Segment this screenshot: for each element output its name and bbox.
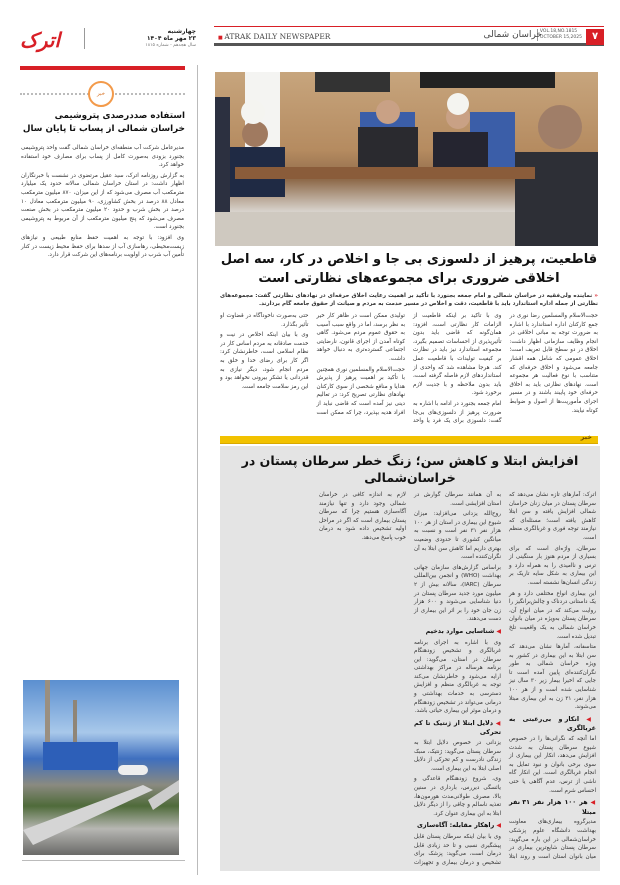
atrak-logo: اترک <box>20 28 61 52</box>
plant-illustration <box>23 680 179 855</box>
divider <box>22 860 185 861</box>
paragraph: وی افزود: با توجه به اهمیت حفظ منابع طبیعی و نیازهای زیست‌محیطی، رهاسازی آب از سدها برای حفظ محیط زیست در کنار تأمین آب شرب در اولویت برنامه‌های این شرکت قرار دارد. <box>21 234 184 259</box>
main-article <box>220 250 598 432</box>
news-tag-badge: خبر <box>88 81 114 107</box>
volume-info <box>537 29 582 41</box>
paragraph: سرطان، واژه‌ای است که برای بسیاری از مردم هنوز بار سنگینی از ترس و ناامیدی را به همراه دارد و این بیماری به شکل سایه تاریک بر زندگی انسان‌ها نشسته است. <box>509 545 596 586</box>
subheading: ◀ دلایل ابتلا از ژنتیک تا کم تحرکی <box>414 719 501 737</box>
red-divider <box>20 66 185 70</box>
news-tag: خبر <box>580 433 592 441</box>
main-article-body <box>220 312 598 432</box>
paragraph: متاسفانه، آمارها نشان می‌دهد که سن ابتلا به این بیماری در کشور به ویژه خراسان شمالی به طور نگران‌کننده‌ای پایین آمده است تا جایی که اخیرا بیمار زیر ۳۰ سال نیز شناسایی شده است و از هر ۱۰۰ هزار نفر، ۳۱ زن به این بیماری مبتلا می‌شوند. <box>509 644 596 711</box>
paragraph: حجت‌الاسلام والمسلمین رضا نوری در جمع کارکنان اداره استاندارد با اشاره به ضرورت توجه به مبانی اخلاقی در انجام وظایف سازمانی اظهار داشت: اخلاق در دو سطح قابل تعریف است؛ اخلاق عمومی که شامل همه اقشار جامعه می‌شود و اخلاق حرفه‌ای که متناسب با نوع فعالیت هر مجموعه است. نهادهای نظارتی باید به اخلاق حرفه‌ای خود پایبند باشند و در مسیر اجرای مأموریت‌ها از اصول و ضوابط کوتاه نیایند. <box>509 313 598 414</box>
paragraph: حجت‌الاسلام والمسلمین نوری همچنین با تأکید بر اهمیت پرهیز از پذیرش هدایا و منافع شخصی از سوی کارکنان نهادهای نظارتی تصریح کرد: در تعالیم دینی نیز آمده است که قاضی نباید از افراد هدیه بپذیرد، چرا که ممکن است حتی به‌صورت ناخودآگاه در قضاوت او تأثیر بگذارد. <box>220 313 405 416</box>
paragraph: اترک: آمارهای تازه نشان می‌دهد که سرطان پستان در میان زنان خراسان شمالی افزایش یافته و سن ابتلا کاهش یافته است؛ مسئله‌ای که نیازمند توجه فوری و غربالگری منظم است. <box>509 492 596 541</box>
subheading: ◀ انکار و بی‌رغبتی به غربالگری <box>509 715 596 733</box>
subheading: ◀ هر ۱۰۰ هزار نفر ۳۱ نفر مبتلا <box>509 798 596 816</box>
paragraph: اما آنچه که نگرانی‌ها را در خصوص شیوع سرطان پستان به شدت افزایش می‌دهد، انکار این بیماری از سوی برخی بانوان و نبود تمایل به انجام غربالگری است. این انکار گاه ناشی از ترس، عدم آگاهی یا حتی احساس شرم است. <box>509 736 596 794</box>
paragraph: روح‌الله یزدانی می‌افزاید: میزان شیوع این بیماری در استان از هر ۱۰۰ هزار نفر ۳۱ نفر است و نسبت به میانگین کشوری تا حدودی وضعیت بهتری داریم اما کاهش سن ابتلا به آن نگران‌کننده است. <box>414 511 501 561</box>
paragraph: مدیرعامل شرکت آب منطقه‌ای خراسان شمالی گفت واحد پتروشیمی بجنورد بزودی به‌صورت کامل از پساب برای مصارف خود استفاده خواهد کرد. <box>21 145 184 169</box>
main-lead: « نماینده ولی‌فقیه در خراسان شمالی و امام جمعه بجنورد با تأکید بر اهمیت رعایت اخلاق حرفه‌ای در نهادهای نظارتی گفت: مجموعه‌های نظارتی از جمله اداره استاندارد باید با قاطعیت، دقت و اخلاص در مسیر خدمت به مردم و صیانت از حقوق جامعه گام بردارند. <box>220 292 598 308</box>
issue-number: سال هجدهم - شماره ۱۸۱۵ <box>145 43 196 48</box>
left-article-title <box>20 110 185 136</box>
paragraph: براساس گزارش‌های سازمان جهانی بهداشت (WHO) و انجمن بین‌المللی سرطان (IARC)، سالانه بیش از ۲ میلیون مورد جدید سرطان پستان در دنیا شناسایی می‌شوند و ۶۰۰ هزار زن جان خود را بر اثر این بیماری از دست می‌دهند. <box>414 564 502 623</box>
volume-number: VOL.18,NO.1815 <box>539 29 578 34</box>
subheading: ◀ شناسایی موارد بدخیم <box>414 627 501 637</box>
page-number: ۷ <box>586 29 604 45</box>
paragraph: وی با تأکید بر اینکه قاطعیت از الزامات کار نظارتی است، افزود: همان‌گونه که قاضی باید بدون تأثیرپذیری از احساسات تصمیم بگیرد، مجموعه استاندارد نیز باید در نظارت بر کیفیت تولیدات با قاطعیت عمل کند. هرجا مشاهده شد که واحدی از استانداردهای لازم فاصله گرفته است، باید بدون ملاحظه و با جدیت لازم برخورد شود. <box>413 313 502 397</box>
meeting-scene <box>215 72 598 246</box>
english-date: OCTOBER 15,2025 <box>539 35 582 40</box>
main-headline: قاطعیت، پرهیز از دلسوزی بی جا و اخلاص در کار، سه اصل اخلاقی ضروری برای مجموعه‌های نظارتی است <box>220 252 598 286</box>
paragraph: به گزارش روزنامه اترک، سید عقیل مرتضوی در نشست با خبرنگاران اظهار داشت: در استان خراسان شمالی سالانه حدود یک میلیارد مترمکعب آب مصرف می‌شود که از این میزان، ۸۷۰ میلیون مترمکعب معادل ۸۸ درصد در بخش کشاورزی، ۹۰ میلیون مترمکعب معادل ۱۰ درصد در بخش شرب و حدود ۲۰ میلیون مترمکعب در بخش صنعت مصرف می‌شود که پنج میلیون مترمکعب از آن مربوط به پتروشیمی بجنورد است. <box>21 172 185 231</box>
cancer-headline: افزایش ابتلا و کاهش سن؛ زنگ خطر سرطان پستان در خراسان‌شمالی <box>241 453 579 485</box>
left-article <box>20 110 185 676</box>
paragraph: مدیرگروه بیماری‌های معاونت بهداشت دانشگاه علوم پزشکی خراسان‌شمالی در این باره می‌گوید: سرطان پستان شایع‌ترین بیماری در میان بانوان استان است و روند ابتلا به آن همانند سرطان گوارش در استان افزایشی است. <box>414 492 596 860</box>
title-line: استفاده صددرصدی پتروشیمی <box>54 111 185 121</box>
cancer-article-body <box>224 491 596 868</box>
meeting-photo <box>215 72 598 246</box>
title-line: خراسان شمالی از پساب تا پایان سال <box>22 124 185 134</box>
paper-name-english: ■ ATRAK DAILY NEWSPAPER <box>218 32 330 41</box>
paragraph: وی با بیان اینکه سرطان پستان قابل پیشگیری نسبی و تا حد زیادی قابل درمان است، می‌گوید: پزشک برای تشخیص و درمان بیماری و تجهیزات لازم به اندازه کافی در خراسان شمالی وجود دارد و تنها نیازمند آگاه‌سازی هستیم چرا که سرطان پستان بیماری است که اگر در مراحل اولیه تشخیص داده شود به درمان خوب پاسخ می‌دهد. <box>319 492 501 866</box>
paragraph: این بیماری انواع مختلفی دارد و هر یک داستانی دردناک و چالش‌برانگیز را روایت می‌کند که در میان انواع آن، سرطان پستان به‌ویژه در میان بانوان خراسان شمالی به یک واقعیت تلخ تبدیل شده است. <box>509 590 596 640</box>
petrochemical-plant-photo <box>23 680 179 855</box>
paragraph: یزدانی در خصوص دلایل ابتلا به سرطان پستان می‌گوید: ژنتیک، سبک زندگی نادرست و کم تحرکی از دلایل اصلی ابتلا به این بیماری است. <box>414 740 501 772</box>
paragraph: وی با بیان اینکه اخلاص در نیت و خدمت صادقانه به مردم اساس کار در نظام اسلامی است، خاطرنشان کرد: اگر کار برای رضای خدا و خلق به مردم انجام شود، دیگر نیازی به قدردانی یا تشکر بیرونی نخواهد بود و این رمز سلامت جامعه است. <box>220 332 309 390</box>
page-header <box>214 26 604 46</box>
cancer-article <box>224 452 596 868</box>
section-name: خراسان شمالی <box>483 30 542 40</box>
paragraph: وی با اشاره به اجرای برنامه غربالگری و تشخیص زودهنگام سرطان در استان، می‌گوید: این برنامه هرساله در مراکز بهداشتی ارایه می‌شود و خاطرنشان می‌کند توجه به غربالگری منظم و افزایش دسترسی به خدمات بهداشتی و درمانی می‌تواند در تشخیص زودهنگام و درمان موثر این بیماری حیاتی باشد. <box>414 639 501 715</box>
paragraph: امام جمعه بجنورد در ادامه با اشاره به ضرورت پرهیز از دلسوزی‌های بی‌جا گفت: دلسوزی برای یک فرد یا واحد تولیدی ممکن است در ظاهر کار خیر به نظر برسد، اما در واقع سبب آسیب به حقوق عموم مردم می‌شود. گاهی کوتاه آمدن از اجرای قانون، نارضایتی اجتماعی گسترده‌تری به دنبال خواهد داشت. <box>316 313 502 425</box>
news-section-bar <box>220 433 598 444</box>
subheading: ◀ راهکار مقابله: آگاه‌سازی <box>414 821 501 831</box>
paragraph: وی، شروع زودهنگام قاعدگی و یائسگی دیررس، بارداری در سنین بالا، مصرف طولانی‌مدت هورمون‌ها، تغذیه ناسالم و چاقی را از دیگر دلایل ابتلا به این بیماری عنوان کرد. <box>414 776 501 817</box>
weekday: چهارشنبه <box>167 28 196 35</box>
column-divider <box>197 65 198 875</box>
persian-date: ۲۳ مهر ماه ۱۴۰۴ <box>146 35 196 42</box>
masthead-date <box>84 28 196 49</box>
left-article-body <box>20 144 185 676</box>
